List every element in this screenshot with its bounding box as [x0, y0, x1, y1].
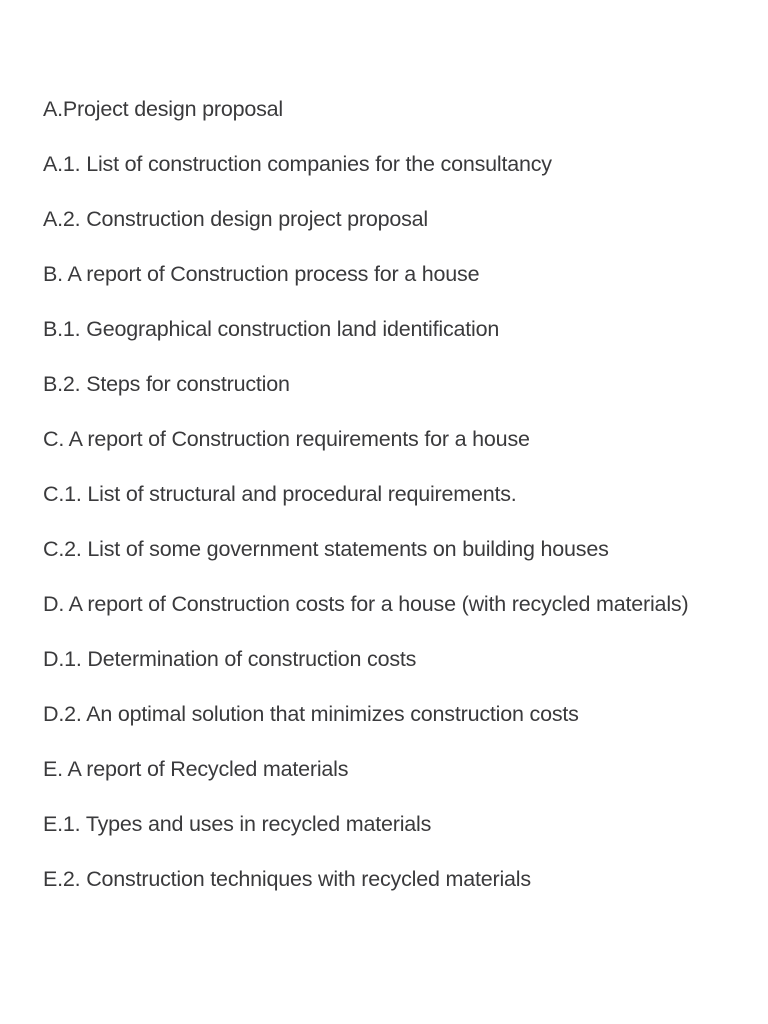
- outline-item-a2: A.2. Construction design project proposal: [43, 207, 428, 231]
- outline-item-e2: E.2. Construction techniques with recycled materials: [43, 867, 531, 891]
- outline-item-b1: B.1. Geographical construction land identification: [43, 317, 500, 341]
- outline-item-a1: A.1. List of construction companies for the consultancy: [43, 152, 552, 176]
- outline-item-a: A.Project design proposal: [43, 97, 284, 121]
- outline-item-c1: C.1. List of structural and procedural requirements.: [43, 482, 517, 506]
- outline-item-d2: D.2. An optimal solution that minimizes construction costs: [43, 702, 579, 726]
- outline-list: [43, 94, 708, 894]
- outline-item-e: E. A report of Recycled materials: [43, 757, 349, 781]
- outline-item-b2: B.2. Steps for construction: [43, 372, 290, 396]
- outline-item-c2: C.2. List of some government statements on building houses: [43, 537, 609, 561]
- outline-item-d: D. A report of Construction costs for a house (with recycled materials): [43, 592, 689, 616]
- outline-item-c: C. A report of Construction requirements for a house: [43, 427, 530, 451]
- outline-item-d1: D.1. Determination of construction costs: [43, 647, 417, 671]
- outline-item-b: B. A report of Construction process for a house: [43, 262, 480, 286]
- outline-item-e1: E.1. Types and uses in recycled materials: [43, 812, 432, 836]
